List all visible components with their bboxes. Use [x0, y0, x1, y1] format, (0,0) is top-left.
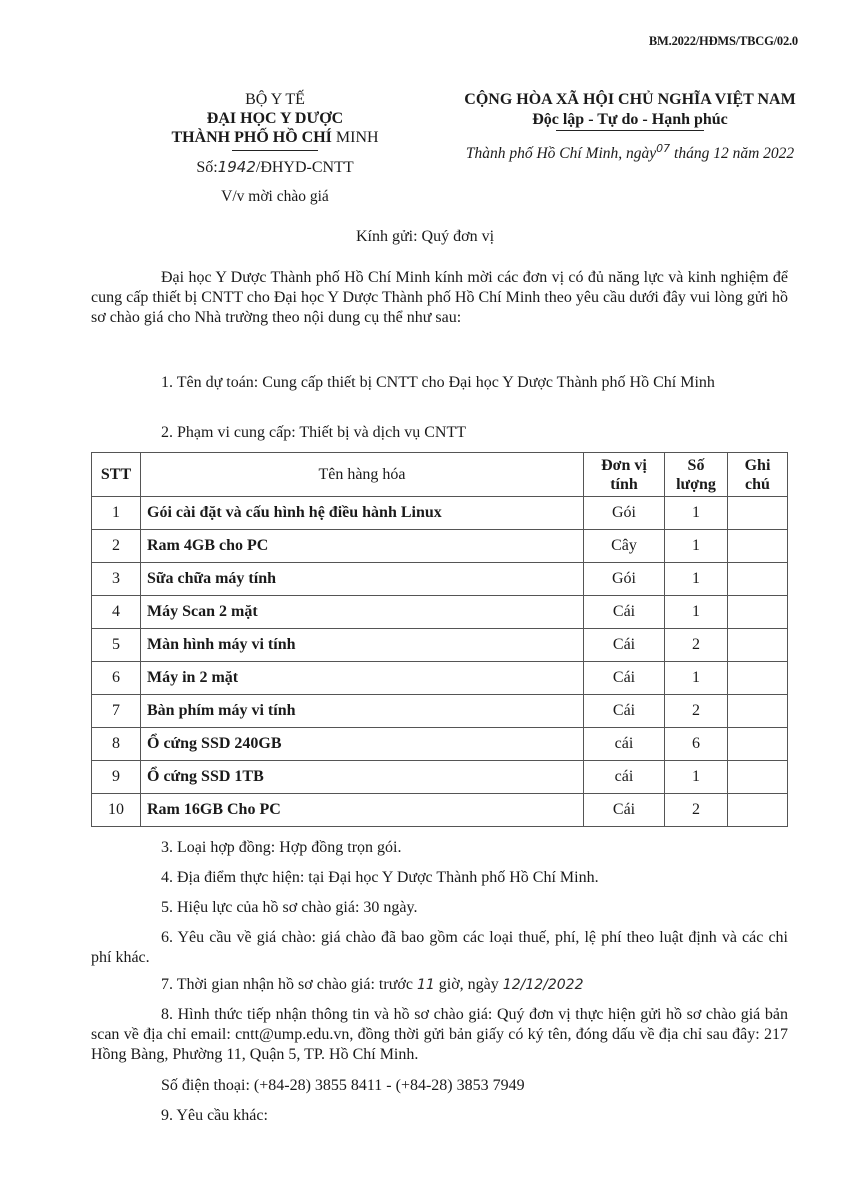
row-note [728, 596, 788, 629]
row-qty: 6 [665, 728, 728, 761]
row-name: Ram 4GB cho PC [141, 530, 584, 563]
row-note [728, 629, 788, 662]
row-unit: Gói [584, 563, 665, 596]
row-stt: 10 [92, 794, 141, 827]
table-row [92, 530, 788, 563]
table-row [92, 728, 788, 761]
item-4-location: 4. Địa điểm thực hiện: tại Đại học Y Dược Thành phố Hồ Chí Minh. [161, 869, 599, 886]
issue-date-suffix: tháng 12 năm 2022 [670, 145, 795, 162]
header-note [728, 453, 788, 497]
header-stt: STT [92, 453, 141, 497]
row-name: Gói cài đặt và cấu hình hệ điều hành Linux [141, 497, 584, 530]
ministry-name: BỘ Y TẾ [245, 91, 305, 108]
university-name: ĐẠI HỌC Y DƯỢC [206, 110, 344, 127]
table-row [92, 794, 788, 827]
header-unit [584, 453, 665, 497]
nation-name: CỘNG HÒA XÃ HỘI CHỦ NGHĨA VIỆT NAM [464, 91, 796, 108]
row-note [728, 662, 788, 695]
row-stt: 7 [92, 695, 141, 728]
national-motto: Độc lập - Tự do - Hạnh phúc [532, 111, 728, 128]
row-unit: Cái [584, 596, 665, 629]
row-qty: 1 [665, 596, 728, 629]
table-row [92, 596, 788, 629]
header-underline [232, 150, 318, 151]
row-qty: 2 [665, 695, 728, 728]
document-number [150, 155, 400, 180]
header-note-line2: chú [745, 475, 770, 493]
row-qty: 1 [665, 761, 728, 794]
table-row [92, 629, 788, 662]
table-row [92, 662, 788, 695]
row-stt: 3 [92, 563, 141, 596]
row-name: Sữa chữa máy tính [141, 563, 584, 596]
row-note [728, 497, 788, 530]
issue-date [420, 142, 840, 163]
row-stt: 6 [92, 662, 141, 695]
deadline-hour-handwritten: 11 [416, 977, 435, 993]
row-qty: 1 [665, 530, 728, 563]
row-stt: 5 [92, 629, 141, 662]
item-8-submission-method: 8. Hình thức tiếp nhận thông tin và hồ sơ chào giá: Quý đơn vị thực hiện gửi hồ sơ chào giá bản scan về địa chỉ email: cntt@ump.edu.vn, đồng thời gửi bản giấy có ký tên, đóng dấu về địa chỉ sau đây: 217 Hồng Bàng, Phường 11, Quận 5, TP. Hồ Chí Minh. [91, 1006, 788, 1063]
item-5-validity: 5. Hiệu lực của hồ sơ chào giá: 30 ngày. [161, 899, 418, 916]
header-note-line1: Ghi [744, 456, 771, 474]
goods-table [91, 452, 788, 827]
item-6-price-requirement: 6. Yêu cầu về giá chào: giá chào đã bao gồm các loại thuế, phí, lệ phí theo luật định và các chi phí khác. [91, 929, 788, 966]
university-city [150, 128, 400, 147]
row-unit: Cây [584, 530, 665, 563]
row-name: Ổ cứng SSD 1TB [141, 761, 584, 794]
issue-date-prefix: Thành phố Hồ Chí Minh, ngày [465, 145, 657, 162]
row-unit: Cái [584, 662, 665, 695]
row-qty: 1 [665, 563, 728, 596]
row-unit: cái [584, 761, 665, 794]
table-body [92, 497, 788, 827]
deadline-prefix: 7. Thời gian nhận hồ sơ chào giá: trước [161, 976, 417, 993]
issue-day-handwritten: 07 [656, 142, 671, 155]
row-stt: 4 [92, 596, 141, 629]
national-header [420, 90, 840, 163]
header-qty-line2: lượng [676, 475, 716, 493]
phone-numbers: Số điện thoại: (+84-28) 3855 8411 - (+84-28) 3853 7949 [161, 1077, 525, 1094]
item-1-estimate-name: 1. Tên dự toán: Cung cấp thiết bị CNTT cho Đại học Y Dược Thành phố Hồ Chí Minh [161, 374, 715, 391]
row-stt: 1 [92, 497, 141, 530]
row-note [728, 794, 788, 827]
row-qty: 2 [665, 629, 728, 662]
university-city-thin: MINH [331, 129, 379, 146]
header-name: Tên hàng hóa [141, 453, 584, 497]
row-qty: 2 [665, 794, 728, 827]
row-name: Ổ cứng SSD 240GB [141, 728, 584, 761]
row-note [728, 761, 788, 794]
document-number-prefix: Số: [196, 159, 218, 176]
university-city-bold: THÀNH PHỐ HỒ CHÍ [171, 129, 332, 146]
item-9-other-requirements: 9. Yêu cầu khác: [161, 1107, 268, 1124]
row-stt: 9 [92, 761, 141, 794]
intro-paragraph: Đại học Y Dược Thành phố Hồ Chí Minh kính mời các đơn vị có đủ năng lực và kinh nghiệm để cung cấp thiết bị CNTT cho Đại học Y Dược Thành phố Hồ Chí Minh theo yêu cầu dưới đây vui lòng gửi hồ sơ chào giá cho Nhà trường theo nội dung cụ thể như sau: [91, 269, 788, 326]
row-unit: Gói [584, 497, 665, 530]
row-unit: Cái [584, 629, 665, 662]
table-row [92, 563, 788, 596]
table-row [92, 497, 788, 530]
document-number-suffix: /ĐHYD-CNTT [255, 159, 354, 176]
table-row [92, 761, 788, 794]
row-name: Màn hình máy vi tính [141, 629, 584, 662]
row-name: Máy Scan 2 mặt [141, 596, 584, 629]
row-note [728, 530, 788, 563]
row-unit: cái [584, 728, 665, 761]
header-unit-line2: tính [610, 475, 638, 493]
document-number-handwritten: 1942 [217, 158, 256, 176]
row-name: Ram 16GB Cho PC [141, 794, 584, 827]
row-note [728, 563, 788, 596]
motto-underline [556, 130, 704, 131]
table-row [92, 695, 788, 728]
header-qty [665, 453, 728, 497]
row-stt: 2 [92, 530, 141, 563]
form-code: BM.2022/HĐMS/TBCG/02.0 [648, 34, 798, 48]
row-note [728, 695, 788, 728]
row-stt: 8 [92, 728, 141, 761]
row-qty: 1 [665, 497, 728, 530]
header-qty-line1: Số [687, 456, 705, 474]
item-7-deadline [91, 975, 788, 995]
item-3-contract-type: 3. Loại hợp đồng: Hợp đồng trọn gói. [161, 839, 402, 856]
deadline-middle: giờ, ngày [434, 976, 503, 993]
salutation: Kính gửi: Quý đơn vị [355, 228, 495, 245]
row-unit: Cái [584, 794, 665, 827]
issuer-header [150, 90, 400, 210]
table-header-row [92, 453, 788, 497]
header-unit-line1: Đơn vị [601, 456, 647, 474]
deadline-date-handwritten: 12/12/2022 [502, 977, 584, 993]
row-unit: Cái [584, 695, 665, 728]
item-2-scope: 2. Phạm vi cung cấp: Thiết bị và dịch vụ CNTT [161, 424, 466, 441]
document-subject: V/v mời chào giá [221, 188, 329, 205]
row-name: Máy in 2 mặt [141, 662, 584, 695]
row-note [728, 728, 788, 761]
row-qty: 1 [665, 662, 728, 695]
row-name: Bàn phím máy vi tính [141, 695, 584, 728]
